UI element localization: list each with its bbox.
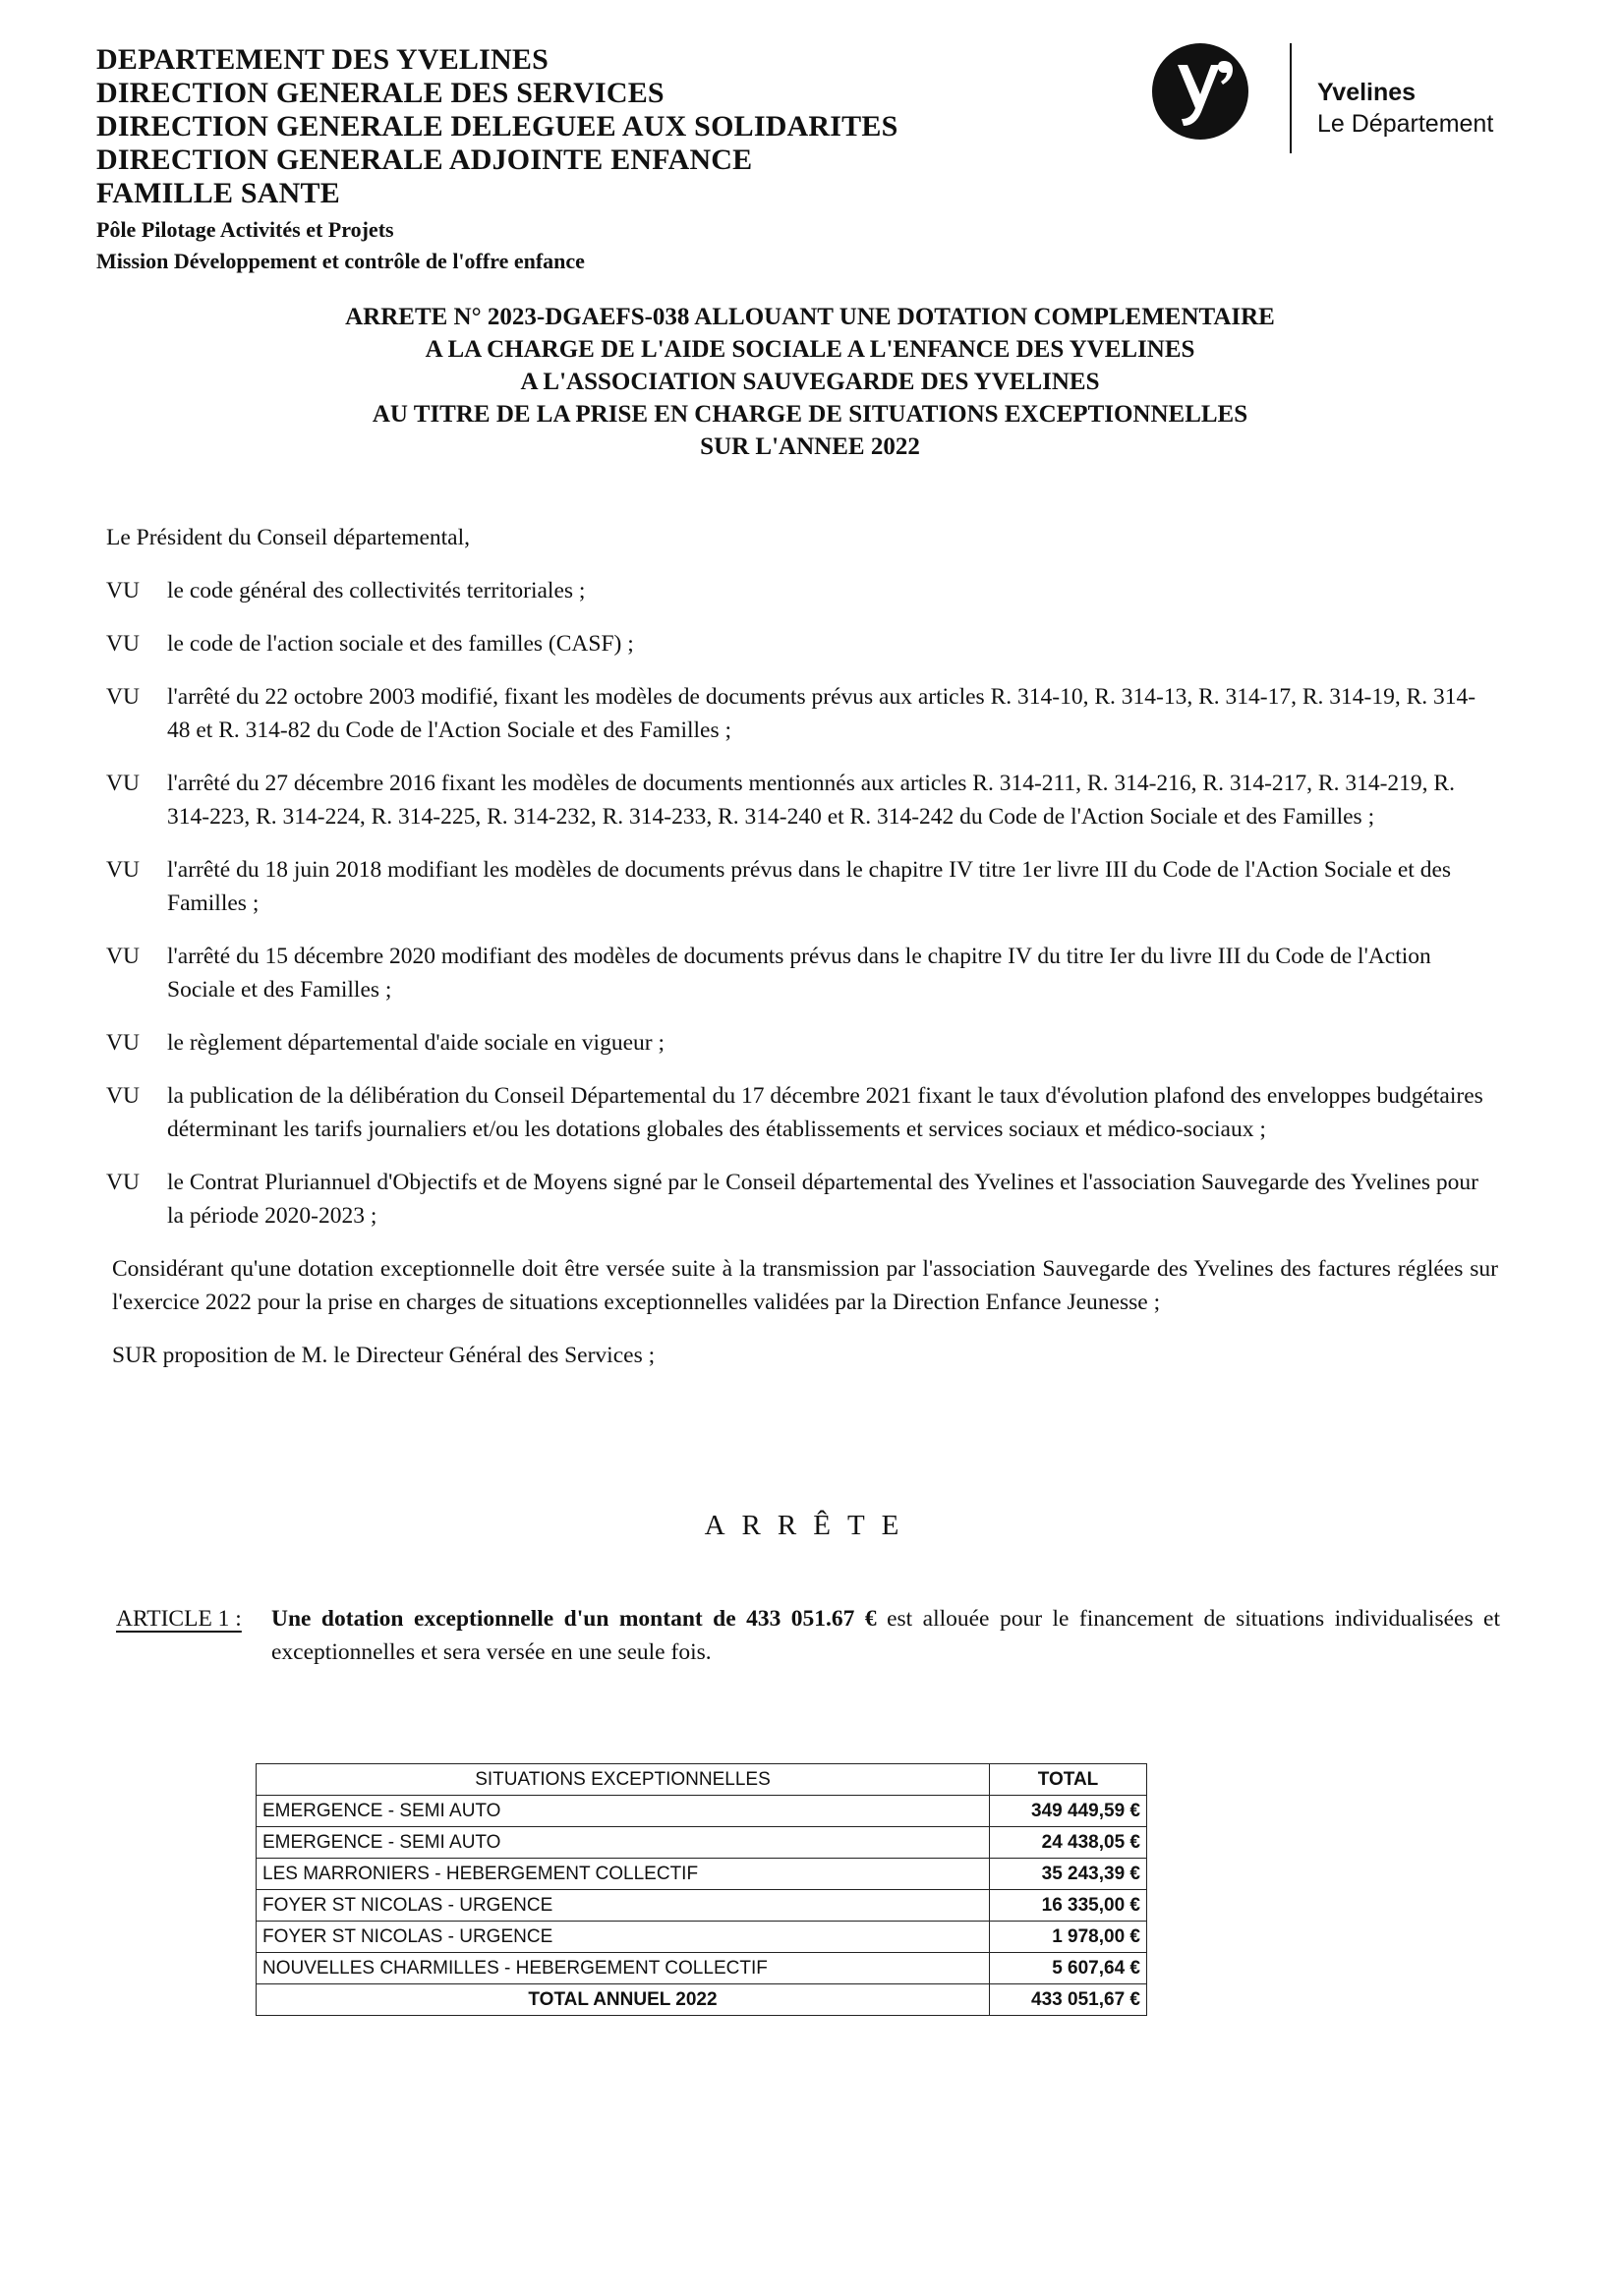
vu-label: VU bbox=[106, 944, 140, 969]
header-situations: SITUATIONS EXCEPTIONNELLES bbox=[257, 1764, 990, 1796]
vu-clause bbox=[106, 1166, 1498, 1233]
total-amount-cell: 433 051,67 € bbox=[990, 1984, 1147, 2016]
situations-table bbox=[256, 1763, 1147, 2016]
vu-clause bbox=[106, 680, 1498, 747]
proposal-paragraph: SUR proposition de M. le Directeur Général des Services ; bbox=[112, 1343, 656, 1368]
total-label-cell: TOTAL ANNUEL 2022 bbox=[257, 1984, 990, 2016]
header-line: DEPARTEMENT DES YVELINES bbox=[96, 43, 549, 76]
vu-text: l'arrêté du 18 juin 2018 modifiant les modèles de documents prévus dans le chapitre IV titre 1er livre III du Code de l'Action Sociale et des Familles ; bbox=[167, 857, 1452, 916]
vu-text: le Contrat Pluriannuel d'Objectifs et de Moyens signé par le Conseil départemental des Yvelines et l'association Sauvegarde des Yvelines pour la période 2020-2023 ; bbox=[167, 1170, 1478, 1229]
vu-text: le code général des collectivités territoriales ; bbox=[167, 578, 586, 603]
situation-cell: FOYER ST NICOLAS - URGENCE bbox=[257, 1890, 990, 1922]
title-line: AU TITRE DE LA PRISE EN CHARGE DE SITUATIONS EXCEPTIONNELLES bbox=[372, 401, 1248, 428]
situation-cell: EMERGENCE - SEMI AUTO bbox=[257, 1796, 990, 1827]
decree-title bbox=[96, 301, 1524, 463]
vu-label: VU bbox=[106, 684, 140, 710]
vu-text: la publication de la délibération du Conseil Départemental du 17 décembre 2021 fixant le taux d'évolution plafond des enveloppes budgétaires déterminant les tarifs journaliers et/ou les dotations globales des établissements et services sociaux et médico-sociaux ; bbox=[167, 1083, 1483, 1142]
table-row bbox=[257, 1796, 1147, 1827]
logo-brand-text: Yvelines bbox=[1317, 79, 1417, 106]
decree-body bbox=[106, 521, 1498, 1390]
header-line: DIRECTION GENERALE DELEGUEE AUX SOLIDARITES bbox=[96, 110, 898, 143]
vu-text: l'arrêté du 15 décembre 2020 modifiant des modèles de documents prévus dans le chapitre IV du titre Ier du livre III du Code de l'Action Sociale et des Familles ; bbox=[167, 944, 1431, 1003]
header-line: DIRECTION GENERALE ADJOINTE ENFANCE bbox=[96, 144, 753, 176]
article-1 bbox=[116, 1602, 1500, 1669]
vu-clause bbox=[106, 853, 1498, 920]
arrete-heading: ARRÊTE bbox=[704, 1510, 916, 1541]
situation-cell: FOYER ST NICOLAS - URGENCE bbox=[257, 1922, 990, 1953]
vu-text: l'arrêté du 22 octobre 2003 modifié, fixant les modèles de documents prévus aux articles R. 314-10, R. 314-13, R. 314-17, R. 314-19, R. 314-48 et R. 314-82 du Code de l'Action Sociale et des Familles ; bbox=[167, 684, 1476, 743]
vu-label: VU bbox=[106, 771, 140, 796]
vu-clause bbox=[106, 1079, 1498, 1146]
vu-text: le règlement départemental d'aide sociale en vigueur ; bbox=[167, 1030, 665, 1056]
vu-text: l'arrêté du 27 décembre 2016 fixant les modèles de documents mentionnés aux articles R. 314-211, R. 314-216, R. 314-217, R. 314-219, R. 314-223, R. 314-224, R. 314-225, R. 314-232, R. 314-233, R. 314-240 et R. 314-242 du Code de l'Action Sociale et des Familles ; bbox=[167, 771, 1455, 830]
article-text bbox=[271, 1602, 1500, 1669]
table-total-row bbox=[257, 1984, 1147, 2016]
article-rest-text: est allouée pour le financement de situations individualisées et exceptionnelles et sera versée en une seule fois. bbox=[271, 1606, 1501, 1665]
header-total: TOTAL bbox=[990, 1764, 1147, 1796]
situation-cell: NOUVELLES CHARMILLES - HEBERGEMENT COLLECTIF bbox=[257, 1953, 990, 1984]
considerant-paragraph: Considérant qu'une dotation exceptionnelle doit être versée suite à la transmission par l'association Sauvegarde des Yvelines des factures réglées sur l'exercice 2022 pour la prise en charges de situations exceptionnelles validées par la Direction Enfance Jeunesse ; bbox=[112, 1256, 1498, 1315]
vu-clause bbox=[106, 940, 1498, 1006]
vu-label: VU bbox=[106, 578, 140, 603]
vu-clause bbox=[106, 574, 1498, 607]
article-amount-text: Une dotation exceptionnelle d'un montant de 433 051.67 € bbox=[271, 1606, 877, 1632]
title-line: A LA CHARGE DE L'AIDE SOCIALE A L'ENFANCE DES YVELINES bbox=[425, 336, 1195, 363]
logo-subtitle-text: Le Département bbox=[1317, 110, 1494, 138]
vu-label: VU bbox=[106, 1170, 140, 1195]
table-row bbox=[257, 1890, 1147, 1922]
vu-label: VU bbox=[106, 1083, 140, 1109]
situation-cell: LES MARRONIERS - HEBERGEMENT COLLECTIF bbox=[257, 1859, 990, 1890]
amount-cell: 1 978,00 € bbox=[990, 1922, 1147, 1953]
header-subline: Mission Développement et contrôle de l'offre enfance bbox=[96, 249, 585, 273]
logo-divider bbox=[1290, 43, 1292, 153]
vu-label: VU bbox=[106, 1030, 140, 1056]
amount-cell: 35 243,39 € bbox=[990, 1859, 1147, 1890]
vu-clause bbox=[106, 767, 1498, 833]
intro-text: Le Président du Conseil départemental, bbox=[106, 525, 471, 550]
table-header-row bbox=[257, 1764, 1147, 1796]
table-row bbox=[257, 1953, 1147, 1984]
vu-clause bbox=[106, 627, 1498, 660]
article-label: ARTICLE 1 : bbox=[116, 1606, 242, 1632]
logo-y-glyph-icon bbox=[1152, 43, 1248, 140]
amount-cell: 16 335,00 € bbox=[990, 1890, 1147, 1922]
situations-table-grid bbox=[256, 1763, 1147, 2016]
issuer-header bbox=[96, 43, 1079, 277]
vu-text: le code de l'action sociale et des familles (CASF) ; bbox=[167, 631, 634, 657]
title-line: A L'ASSOCIATION SAUVEGARDE DES YVELINES bbox=[520, 369, 1100, 395]
amount-cell: 349 449,59 € bbox=[990, 1796, 1147, 1827]
header-subline: Pôle Pilotage Activités et Projets bbox=[96, 217, 394, 242]
table-row bbox=[257, 1827, 1147, 1859]
header-line: DIRECTION GENERALE DES SERVICES bbox=[96, 77, 665, 109]
vu-clause bbox=[106, 1026, 1498, 1060]
yvelines-logo bbox=[1152, 43, 1526, 161]
situation-cell: EMERGENCE - SEMI AUTO bbox=[257, 1827, 990, 1859]
table-row bbox=[257, 1859, 1147, 1890]
vu-label: VU bbox=[106, 631, 140, 657]
vu-label: VU bbox=[106, 857, 140, 883]
title-line: SUR L'ANNEE 2022 bbox=[700, 433, 920, 460]
header-line: FAMILLE SANTE bbox=[96, 177, 340, 209]
amount-cell: 24 438,05 € bbox=[990, 1827, 1147, 1859]
table-row bbox=[257, 1922, 1147, 1953]
amount-cell: 5 607,64 € bbox=[990, 1953, 1147, 1984]
title-line: ARRETE N° 2023-DGAEFS-038 ALLOUANT UNE DOTATION COMPLEMENTAIRE bbox=[345, 304, 1275, 330]
